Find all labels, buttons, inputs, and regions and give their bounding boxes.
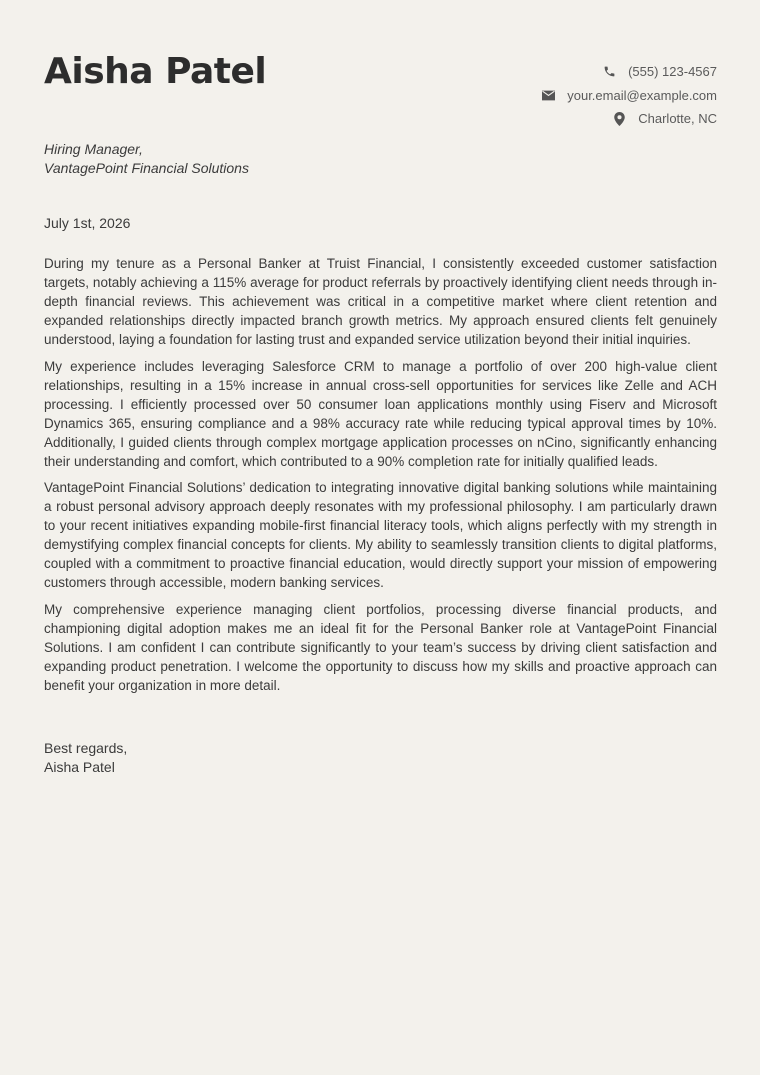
closing-signature: Aisha Patel (44, 759, 115, 775)
email-text: your.email@example.com (567, 87, 717, 103)
cover-letter-page (44, 0, 717, 1075)
body-paragraph-1: During my tenure as a Personal Banker at Truist Financial, I consistently exceeded customer satisfaction targets, notably achieving a 115% average for product referrals by proactively identifying client needs through in-depth financial reviews. This achievement was critical in a competitive market where client retention and expanded relationships directly impacted branch growth metrics. My approach ensured clients felt genuinely understood, laying a foundation for lasting trust and expanded service utilization beyond their initial inquiries. (44, 256, 717, 347)
letter-header (44, 50, 717, 130)
recipient-company: VantagePoint Financial Solutions (44, 160, 249, 176)
body-paragraph-2: My experience includes leveraging Salesforce CRM to manage a portfolio of over 200 high-value client relationships, resulting in a 15% increase in annual cross-sell opportunities for services like Zelle and ACH processing. I efficiently processed over 50 consumer loan applications monthly using Fiserv and Microsoft Dynamics 365, ensuring compliance and a 98% accuracy rate while reducing typical approval times by 10%. Additionally, I guided clients through complex mortgage application processes on nCino, significantly enhancing their understanding and comfort, which contributed to a 90% completion rate for initially qualified leads. (44, 358, 717, 469)
contact-email (397, 84, 717, 108)
phone-text: (555) 123-4567 (628, 64, 717, 80)
phone-icon (602, 65, 616, 79)
closing-block (44, 739, 127, 777)
letter-date: July 1st, 2026 (44, 215, 131, 231)
recipient-block (44, 140, 249, 178)
body-paragraph-4: My comprehensive experience managing client portfolios, processing diverse financial products, and championing digital adoption makes me an ideal fit for the Personal Banker role at VantagePoint Financial Solutions. I am confident I can contribute significantly to your team’s success by driving client satisfaction and expanding product penetration. I welcome the opportunity to discuss how my skills and proactive approach can benefit your organization in more detail. (44, 601, 717, 693)
letter-body (44, 254, 717, 702)
recipient-title: Hiring Manager, (44, 141, 143, 157)
envelope-icon (541, 88, 555, 102)
closing-salutation: Best regards, (44, 740, 128, 756)
contact-location (397, 107, 717, 131)
contact-info (397, 60, 717, 131)
contact-phone (397, 60, 717, 84)
location-text: Charlotte, NC (638, 111, 717, 127)
map-pin-icon (612, 112, 626, 126)
applicant-name: Aisha Patel (44, 51, 267, 92)
body-paragraph-3: VantagePoint Financial Solutions’ dedication to integrating innovative digital banking solutions while maintaining a robust personal advisory approach deeply resonates with my professional philosophy. I am particularly drawn to your recent initiatives expanding mobile-first financial literacy tools, which aligns perfectly with my strength in demystifying complex financial concepts for clients. My ability to seamlessly transition clients to digital platforms, coupled with a commitment to proactive financial education, would directly support your mission of empowering customers through accessible, modern banking services. (44, 480, 717, 590)
